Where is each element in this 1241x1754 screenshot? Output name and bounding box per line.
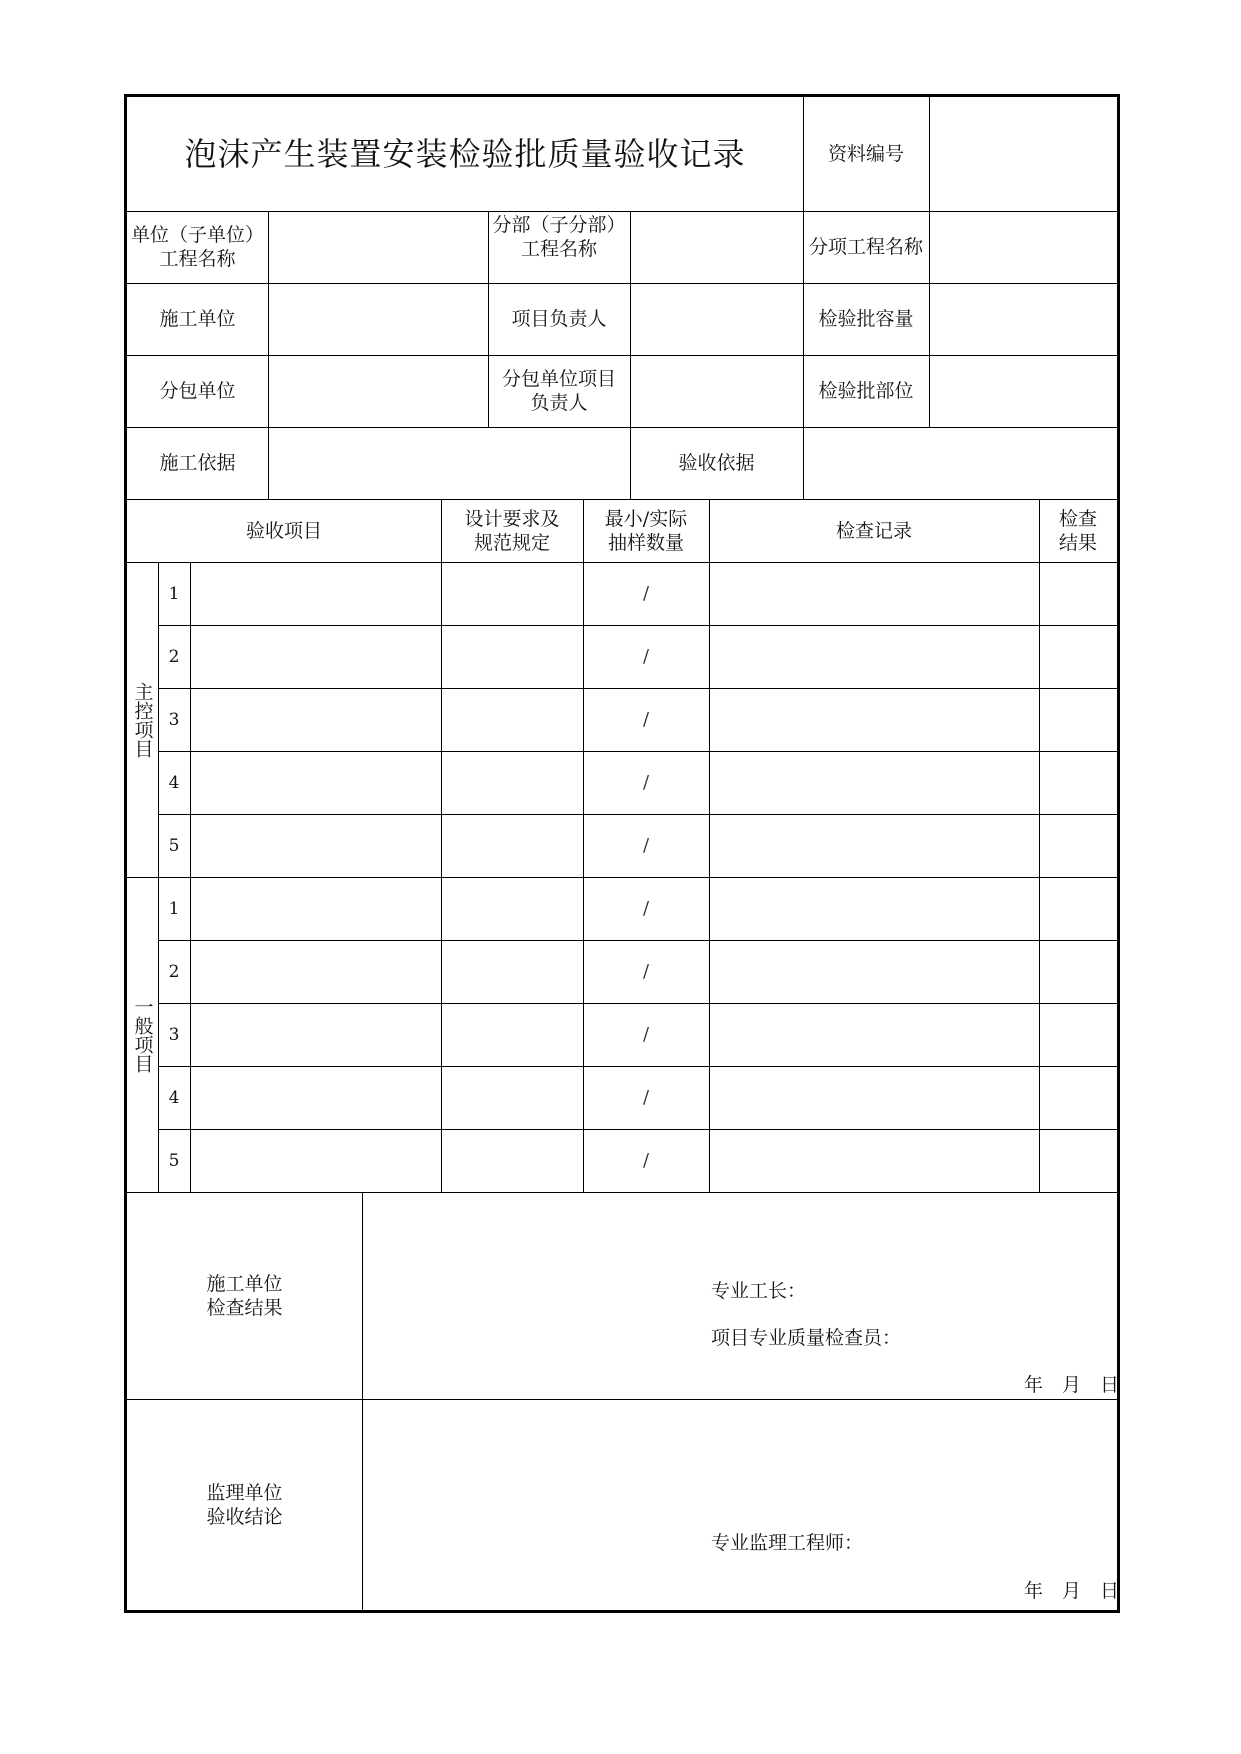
label-line: 最小/实际 [604, 507, 688, 530]
date-month: 月 [1062, 1374, 1082, 1396]
sample-count-field[interactable]: / [642, 1086, 650, 1108]
rule [441, 499, 442, 1192]
sub-project-name-field[interactable] [630, 211, 803, 283]
subcontractor-field[interactable] [268, 355, 488, 427]
label-line: 抽样数量 [607, 531, 684, 554]
sample-count-field[interactable]: / [642, 708, 650, 730]
acceptance-record-form [124, 94, 1120, 1613]
date-month: 月 [1062, 1580, 1082, 1602]
sample-count-field[interactable]: / [642, 960, 650, 982]
contractor-check-area[interactable] [362, 1192, 1120, 1399]
label-line: 检查 [1058, 507, 1097, 530]
header-acceptance-item: 验收项目 [245, 519, 322, 542]
batch-location-label: 检验批部位 [818, 380, 914, 402]
sample-count-field[interactable]: / [642, 1023, 650, 1045]
header-check-result [1039, 499, 1117, 562]
header-sample-count [583, 499, 709, 562]
label-line: 负责人 [530, 392, 588, 414]
construction-basis-field[interactable] [268, 427, 630, 499]
sample-count-field[interactable]: / [642, 771, 650, 793]
label-line: 结果 [1058, 531, 1097, 554]
header-design-requirement [441, 499, 583, 562]
row-number: 2 [168, 961, 180, 982]
label-line: 规范规定 [473, 531, 550, 554]
sub-manager-field[interactable] [630, 355, 803, 427]
acceptance-basis-label: 验收依据 [678, 452, 755, 474]
batch-capacity-field[interactable] [929, 283, 1117, 355]
unit-project-name-label [127, 211, 268, 283]
date-year: 年 [1024, 1374, 1044, 1396]
label-line: 分部（子分部） [492, 214, 626, 236]
sub-manager-label [488, 355, 630, 427]
rule [709, 499, 710, 1192]
date-year: 年 [1024, 1580, 1044, 1602]
group-label-text: 主控项目 [131, 681, 154, 758]
date-day: 日 [1100, 1580, 1120, 1602]
date-day: 日 [1100, 1374, 1120, 1396]
construction-basis-label: 施工依据 [159, 452, 236, 474]
row-number: 1 [168, 898, 180, 919]
project-manager-field[interactable] [630, 283, 803, 355]
contractor-label: 施工单位 [159, 308, 236, 330]
group-label-general [127, 877, 158, 1192]
sample-count-field[interactable]: / [642, 834, 650, 856]
doc-no-field[interactable] [929, 97, 1117, 211]
sub-project-name-label [488, 211, 630, 283]
unit-project-name-field[interactable] [268, 211, 488, 283]
label-line: 监理单位 [206, 1481, 283, 1504]
label-line: 施工单位 [206, 1272, 283, 1295]
contractor-check-label [127, 1192, 362, 1399]
sample-count-field[interactable]: / [642, 1149, 650, 1171]
supervising-engineer-label: 专业监理工程师： [711, 1532, 864, 1554]
row-number: 4 [168, 1087, 180, 1108]
sample-count-field[interactable]: / [642, 897, 650, 919]
row-number: 5 [168, 835, 180, 856]
foreman-label: 专业工长： [711, 1280, 807, 1302]
form-title: 泡沫产生装置安装检验批质量验收记录 [184, 135, 746, 173]
row-number: 1 [168, 583, 180, 604]
row-number: 5 [168, 1150, 180, 1171]
row-number: 3 [168, 709, 180, 730]
label-line: 工程名称 [520, 238, 597, 260]
row-number: 3 [168, 1024, 180, 1045]
label-line: 验收结论 [206, 1505, 283, 1528]
group-label-text: 一般项目 [131, 996, 154, 1073]
rule [1039, 499, 1040, 1192]
project-manager-label: 项目负责人 [511, 308, 607, 330]
sample-count-field[interactable]: / [642, 645, 650, 667]
doc-no-label: 资料编号 [827, 143, 904, 165]
sample-count-field[interactable]: / [642, 582, 650, 604]
label-line: 单位（子单位） [130, 224, 264, 246]
label-line: 分包单位项目 [501, 368, 616, 390]
label-line: 检查结果 [206, 1296, 283, 1319]
supervisor-check-area[interactable] [362, 1399, 1120, 1610]
batch-capacity-label: 检验批容量 [818, 308, 914, 330]
header-check-record: 检查记录 [835, 519, 912, 542]
item-project-name-label: 分项工程名称 [808, 236, 923, 258]
row-number: 4 [168, 772, 180, 793]
subcontractor-label: 分包单位 [159, 380, 236, 402]
acceptance-basis-field[interactable] [803, 427, 1117, 499]
group-label-main-control [127, 562, 158, 877]
batch-location-field[interactable] [929, 355, 1117, 427]
rule [190, 562, 191, 1192]
label-line: 设计要求及 [464, 507, 560, 530]
label-line: 工程名称 [159, 248, 236, 270]
item-project-name-field[interactable] [929, 211, 1117, 283]
inspector-label: 项目专业质量检查员： [711, 1327, 902, 1349]
contractor-field[interactable] [268, 283, 488, 355]
supervisor-check-label [127, 1399, 362, 1610]
row-number: 2 [168, 646, 180, 667]
